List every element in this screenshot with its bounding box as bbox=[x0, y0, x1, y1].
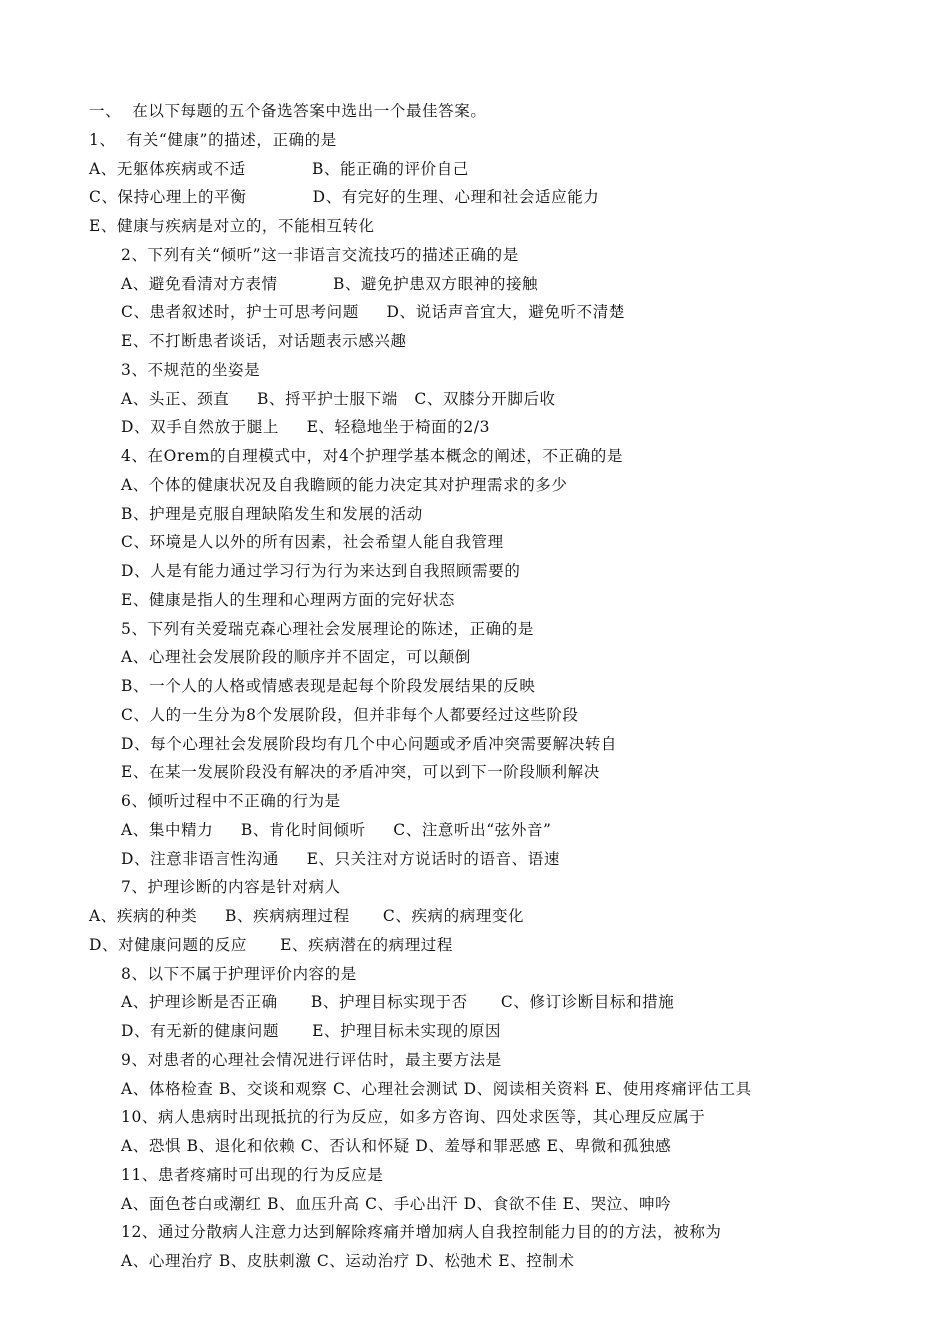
question-3-options-abc: A、头正、颈直 B、捋平护士服下端 C、双膝分开脚后收 bbox=[121, 390, 556, 408]
question-4-option-d: D、人是有能力通过学习行为行为来达到自我照顾需要的 bbox=[121, 562, 521, 580]
question-5-option-c: C、人的一生分为8个发展阶段，但并非每个人都要经过这些阶段 bbox=[121, 706, 579, 724]
question-2-options-cd: C、患者叙述时，护士可思考问题 D、说话声音宜大，避免听不清楚 bbox=[121, 303, 625, 321]
question-7-options-de: D、对健康问题的反应 E、疾病潜在的病理过程 bbox=[89, 936, 454, 954]
question-12-stem: 12、通过分散病人注意力达到解除疼痛并增加病人自我控制能力目的的方法，被称为 bbox=[121, 1223, 722, 1241]
question-5-stem: 5、下列有关爱瑞克森心理社会发展理论的陈述，正确的是 bbox=[121, 620, 534, 638]
question-1-stem: 1、 有关“健康”的描述，正确的是 bbox=[89, 131, 337, 149]
question-6-options-de: D、注意非语言性沟通 E、只关注对方说话时的语音、语速 bbox=[121, 850, 560, 868]
question-7-options-abc: A、疾病的种类 B、疾病病理过程 C、疾病的病理变化 bbox=[89, 907, 525, 925]
question-2-options-ab: A、避免看清对方表情 B、避免护患双方眼神的接触 bbox=[121, 275, 539, 293]
question-5-option-e: E、在某一发展阶段没有解决的矛盾冲突，可以到下一阶段顺利解决 bbox=[121, 763, 600, 781]
question-4-option-b: B、护理是克服自理缺陷发生和发展的活动 bbox=[121, 505, 423, 523]
question-4-stem: 4、在Orem的自理模式中，对4个护理学基本概念的阐述，不正确的是 bbox=[121, 447, 624, 465]
question-11-stem: 11、患者疼痛时可出现的行为反应是 bbox=[121, 1166, 384, 1184]
question-8-stem: 8、以下不属于护理评价内容的是 bbox=[121, 965, 357, 983]
question-3-stem: 3、不规范的坐姿是 bbox=[121, 361, 261, 379]
question-1-options-cd: C、保持心理上的平衡 D、有完好的生理、心理和社会适应能力 bbox=[89, 188, 600, 206]
question-1-option-e: E、健康与疾病是对立的，不能相互转化 bbox=[89, 217, 375, 235]
question-4-option-a: A、个体的健康状况及自我瞻顾的能力决定其对护理需求的多少 bbox=[121, 476, 568, 494]
question-10-options: A、恐惧 B、退化和依赖 C、否认和怀疑 D、羞辱和罪恶感 E、卑微和孤独感 bbox=[121, 1137, 672, 1155]
question-7-stem: 7、护理诊断的内容是针对病人 bbox=[121, 878, 341, 896]
question-6-stem: 6、倾听过程中不正确的行为是 bbox=[121, 792, 341, 810]
section-heading: 一、 在以下每题的五个备选答案中选出一个最佳答案。 bbox=[89, 102, 487, 120]
question-5-option-b: B、一个人的人格或情感表现是起每个阶段发展结果的反映 bbox=[121, 677, 536, 695]
question-2-option-e: E、不打断患者谈话，对话题表示感兴趣 bbox=[121, 332, 407, 350]
question-11-options: A、面色苍白或潮红 B、血压升高 C、手心出汗 D、食欲不佳 E、哭泣、呻吟 bbox=[121, 1195, 672, 1213]
question-8-options-abc: A、护理诊断是否正确 B、护理目标实现于否 C、修订诊断目标和措施 bbox=[121, 993, 675, 1011]
question-1-options-ab: A、无躯体疾病或不适 B、能正确的评价自己 bbox=[89, 160, 469, 178]
question-6-options-abc: A、集中精力 B、肯化时间倾听 C、注意听出“弦外音” bbox=[121, 821, 552, 839]
question-8-options-de: D、有无新的健康问题 E、护理目标未实现的原因 bbox=[121, 1022, 502, 1040]
question-12-options: A、心理治疗 B、皮肤刺激 C、运动治疗 D、松弛术 E、控制术 bbox=[121, 1252, 575, 1270]
question-2-stem: 2、下列有关“倾听”这一非语言交流技巧的描述正确的是 bbox=[121, 246, 519, 264]
question-5-option-d: D、每个心理社会发展阶段均有几个中心问题或矛盾冲突需要解决转自 bbox=[121, 735, 618, 753]
question-4-option-c: C、环境是人以外的所有因素，社会希望人能自我管理 bbox=[121, 533, 504, 551]
question-3-options-de: D、双手自然放于腿上 E、轻稳地坐于椅面的2/3 bbox=[121, 418, 491, 436]
question-4-option-e: E、健康是指人的生理和心理两方面的完好状态 bbox=[121, 591, 455, 609]
question-9-stem: 9、对患者的心理社会情况进行评估时，最主要方法是 bbox=[121, 1051, 502, 1069]
question-10-stem: 10、病人患病时出现抵抗的行为反应，如多方咨询、四处求医等，其心理反应属于 bbox=[121, 1108, 706, 1126]
question-5-option-a: A、心理社会发展阶段的顺序并不固定，可以颠倒 bbox=[121, 648, 471, 666]
question-9-options: A、体格检查 B、交谈和观察 C、心理社会测试 D、阅读相关资料 E、使用疼痛评估工具 bbox=[121, 1080, 752, 1098]
